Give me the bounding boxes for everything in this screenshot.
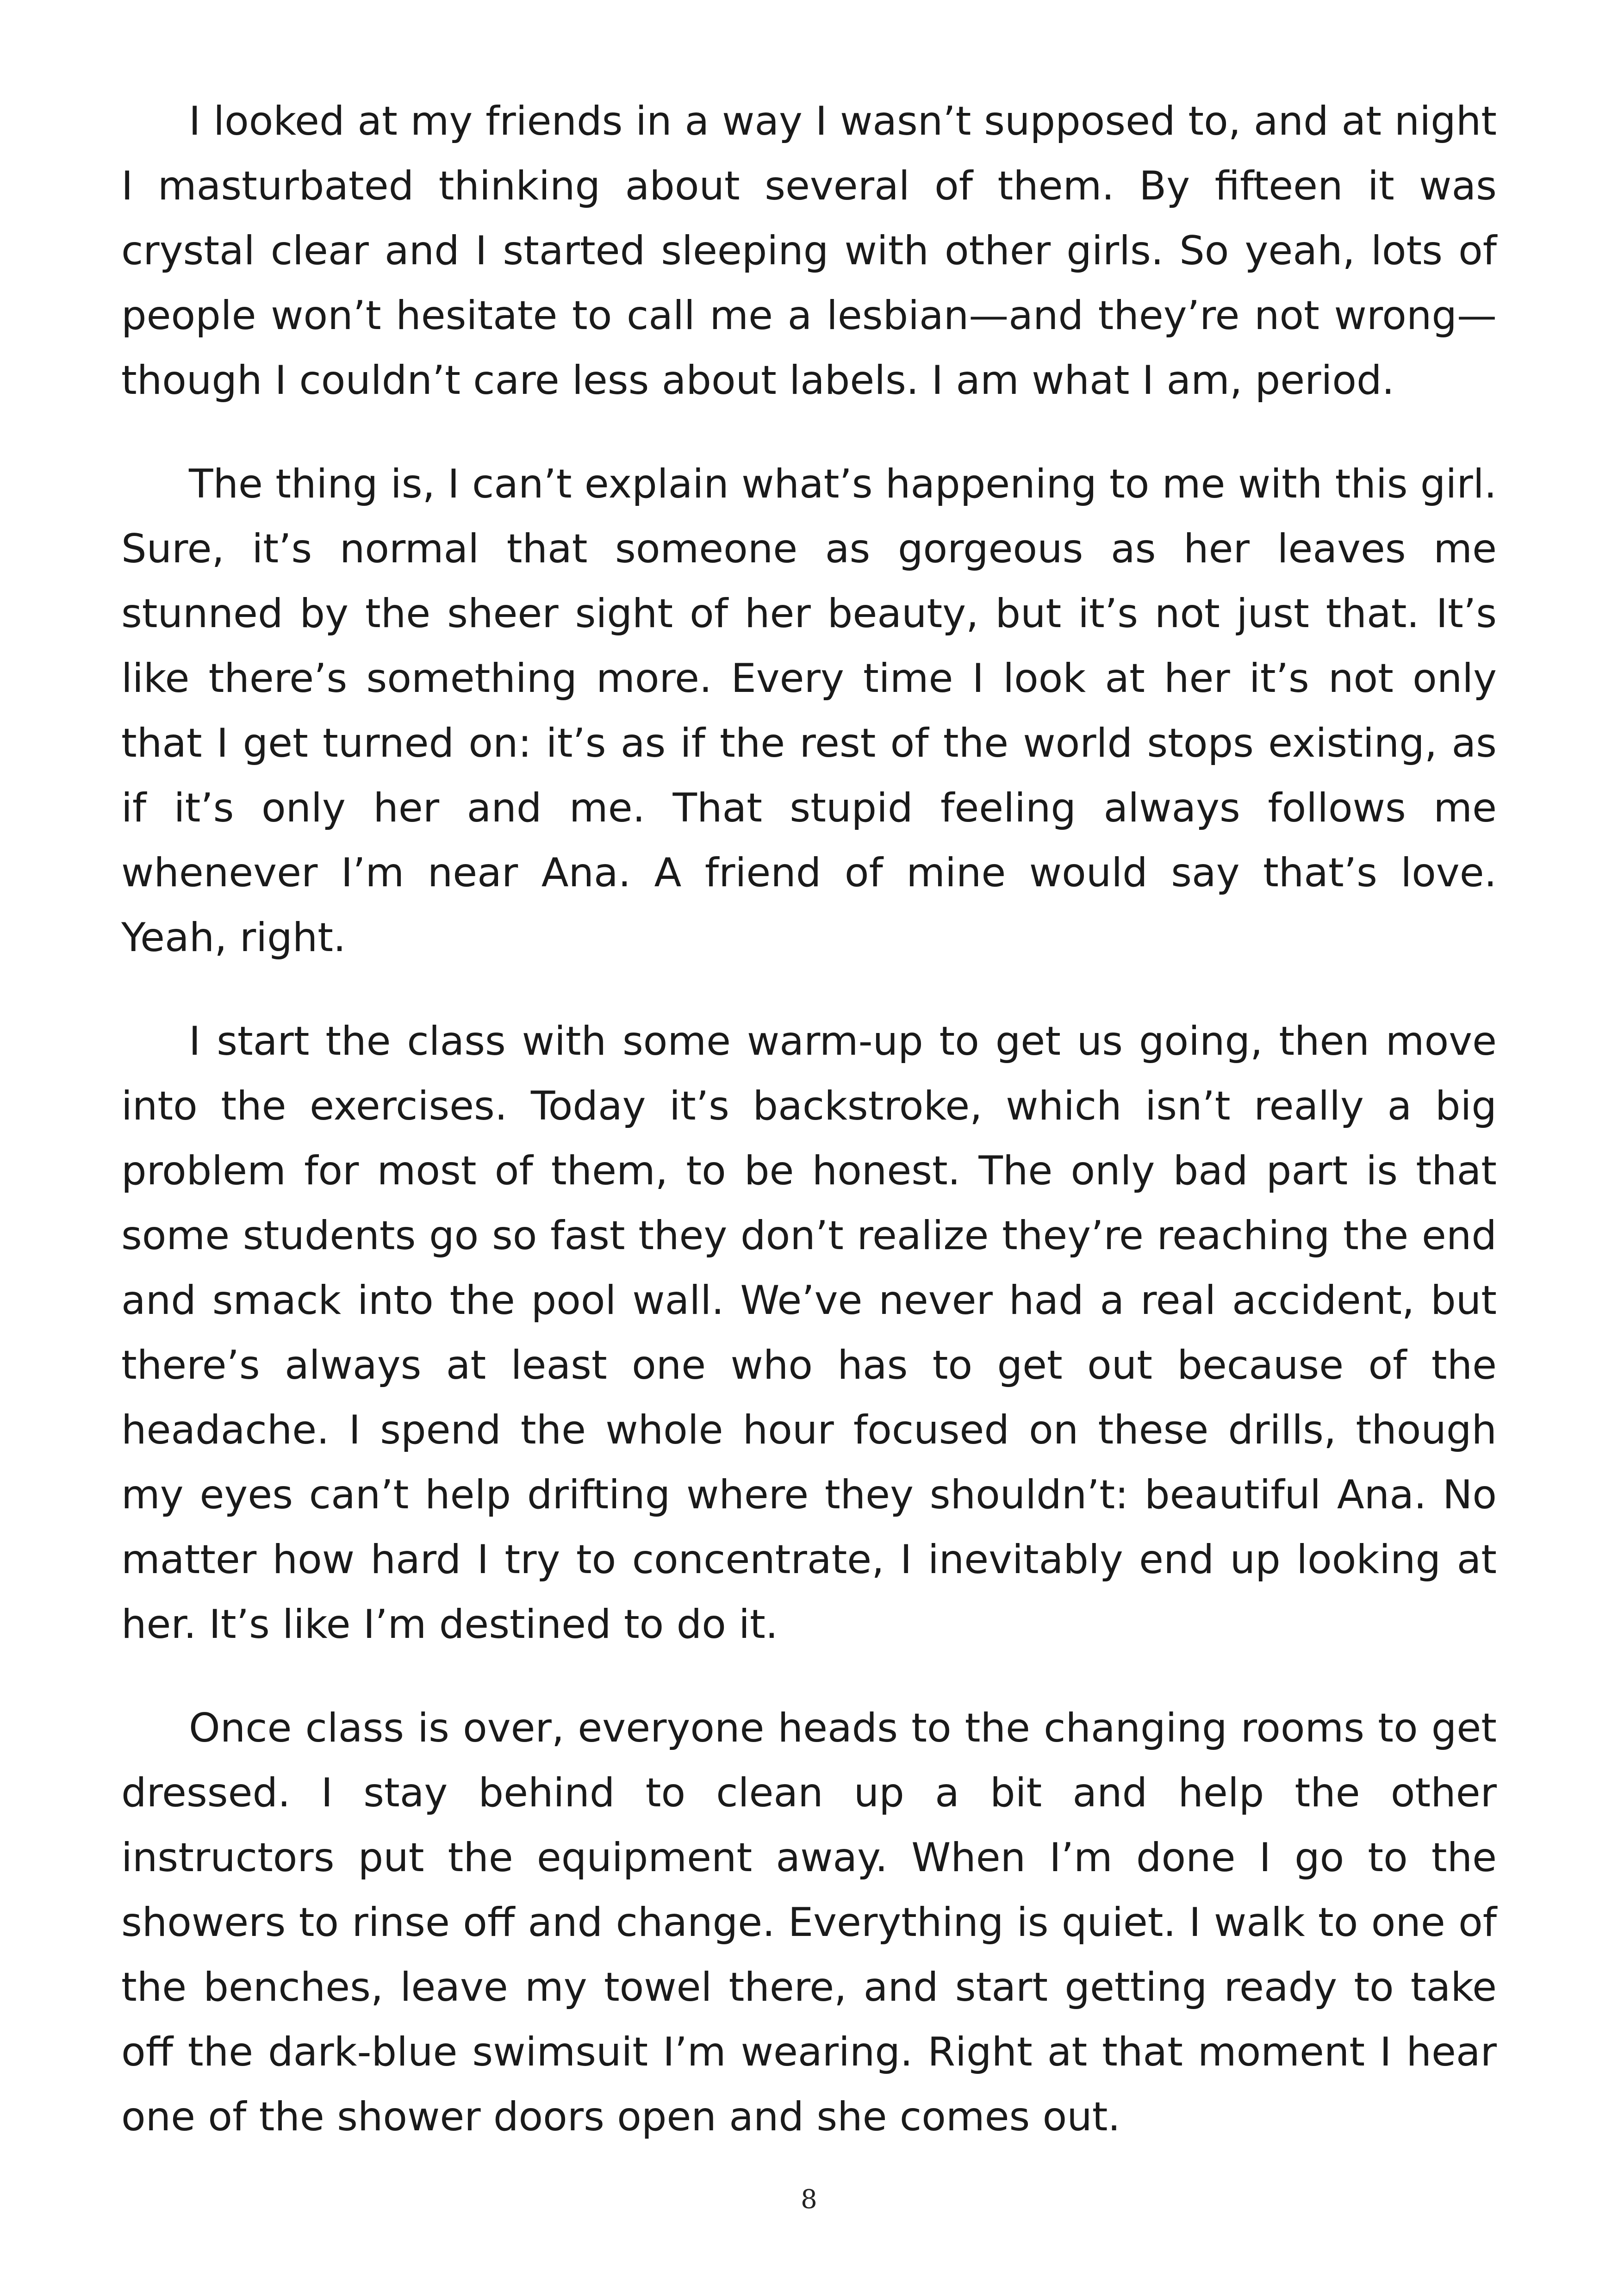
paragraph-3: I start the class with some warm-up to get us going, then move into the exercises. Today it’s backstroke, which isn’t really a big problem for most of them, to be honest. The only bad part is that some students go so fast they don’t realize they’re reaching the end and smack into the pool wall. We’ve never had a real accident, but there’s always at least one who has to get out because of the headache. I spend the whole hour focused on these drills, though my eyes can’t help drifting where they shouldn’t: beautiful Ana. No matter how hard I try to concentrate, I inevitably end up looking at her. It’s like I’m destined to do it. (121, 1018, 1497, 1648)
body-text (121, 89, 1497, 2149)
paragraph-2: The thing is, I can’t explain what’s happening to me with this girl. Sure, it’s normal that someone as gorgeous as her leaves me stunned by the sheer sight of her beauty, but it’s not just that. It’s like there’s something more. Every time I look at her it’s not only that I get turned on: it’s as if the rest of the world stops existing, as if it’s only her and me. That stupid feeling always follows me whenever I’m near Ana. A friend of mine would say that’s love. Yeah, right. (121, 461, 1497, 961)
paragraph-4: Once class is over, everyone heads to the changing rooms to get dressed. I stay behind to clean up a bit and help the other instructors put the equipment away. When I’m done I go to the showers to rinse off and change. Everything is quiet. I walk to one of the benches, leave my towel there, and start getting ready to take off the dark-blue swimsuit I’m wearing. Right at that moment I hear one of the shower doors open and she comes out. (121, 1705, 1497, 2140)
page-number: 8 (801, 2184, 817, 2215)
paragraph-1: I looked at my friends in a way I wasn’t supposed to, and at night I masturbated thinking about several of them. By fifteen it was crystal clear and I started sleeping with other girls. So yeah, lots of people won’t hesitate to call me a lesbian—and they’re not wrong—though I couldn’t care less about labels. I am what I am, period. (121, 98, 1497, 404)
